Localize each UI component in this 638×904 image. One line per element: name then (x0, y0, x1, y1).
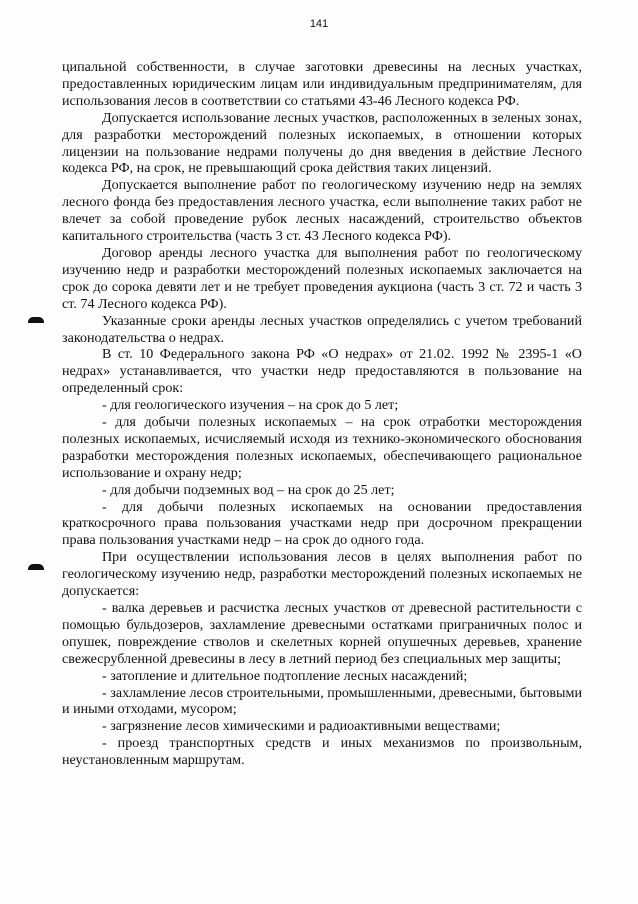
list-item: - для геологического изучения – на срок до 5 лет; (102, 397, 399, 414)
list-item: - для добычи полезных ископаемых – на срок отработки месторождения полезных ископаемых, исчисляемый исходя из технико-экономического обоснования разработки месторождения полезных ископаемых, обеспечивающего рациональное использование и охрану недр; (62, 414, 582, 481)
binding-hole-mark (28, 564, 44, 570)
paragraph: В ст. 10 Федерального закона РФ «О недрах» от 21.02. 1992 № 2395-1 «О недрах» устанавливается, что участки недр предоставляются в пользование на определенный срок: (62, 346, 582, 397)
paragraph: ципальной собственности, в случае заготовки древесины на лесных участках, предоставленных юридическим лицам или индивидуальным предпринимателям, для использования лесов в соответствии со статьями 43-46 Лесного кодекса РФ. (62, 59, 582, 109)
list-item: - для добычи полезных ископаемых на основании предоставления краткосрочного права пользования участками недр при досрочном прекращении права пользования участками недр – на срок до одного года. (62, 498, 582, 549)
list-item: - для добычи подземных вод – на срок до 25 лет; (102, 481, 395, 498)
paragraph: Указанные сроки аренды лесных участков определялись с учетом требований законодательства о недрах. (62, 312, 582, 346)
paragraph: При осуществлении использования лесов в целях выполнения работ по геологическому изучению недр, разработки месторождений полезных ископаемых не допускается: (62, 549, 582, 600)
paragraph: Договор аренды лесного участка для выполнения работ по геологическому изучению недр и разработки месторождений полезных ископаемых заключается на срок до сорока девяти лет и не требует проведения аукциона (часть 3 ст. 72 и часть 3 ст. 74 Лесного кодекса РФ). (62, 244, 582, 312)
page-number: 141 (309, 18, 329, 30)
binding-hole-mark (28, 317, 44, 323)
list-item: - затопление и длительное подтопление лесных насаждений; (102, 667, 468, 684)
list-item: - захламление лесов строительными, промышленными, древесными, бытовыми и иными отходами, мусором; (62, 684, 582, 718)
list-item: - проезд транспортных средств и иных механизмов по произвольным, неустановленным маршрутам. (62, 735, 582, 769)
paragraph: Допускается использование лесных участков, расположенных в зеленых зонах, для разработки месторождений полезных ископаемых, в отношении которых лицензии на пользование недрами получены до дня введения в действие Лесного кодекса РФ, на срок, не превышающий срока действия таких лицензий. (62, 109, 582, 177)
list-item: - валка деревьев и расчистка лесных участков от древесной растительности с помощью бульдозеров, захламление древесными остатками приграничных полос и опушек, повреждение стволов и скелетных корней опушечных деревьев, хранение свежесрубленной древесины в лесу в летний период без специальных мер защиты; (62, 600, 582, 667)
list-item: - загрязнение лесов химическими и радиоактивными веществами; (102, 718, 501, 735)
document-body (62, 59, 582, 769)
paragraph: Допускается выполнение работ по геологическому изучению недр на землях лесного фонда без предоставления лесного участка, если выполнение таких работ не влечет за собой проведение рубок лесных насаждений, строительство объектов капитального строительства (часть 3 ст. 43 Лесного кодекса РФ). (62, 177, 582, 245)
